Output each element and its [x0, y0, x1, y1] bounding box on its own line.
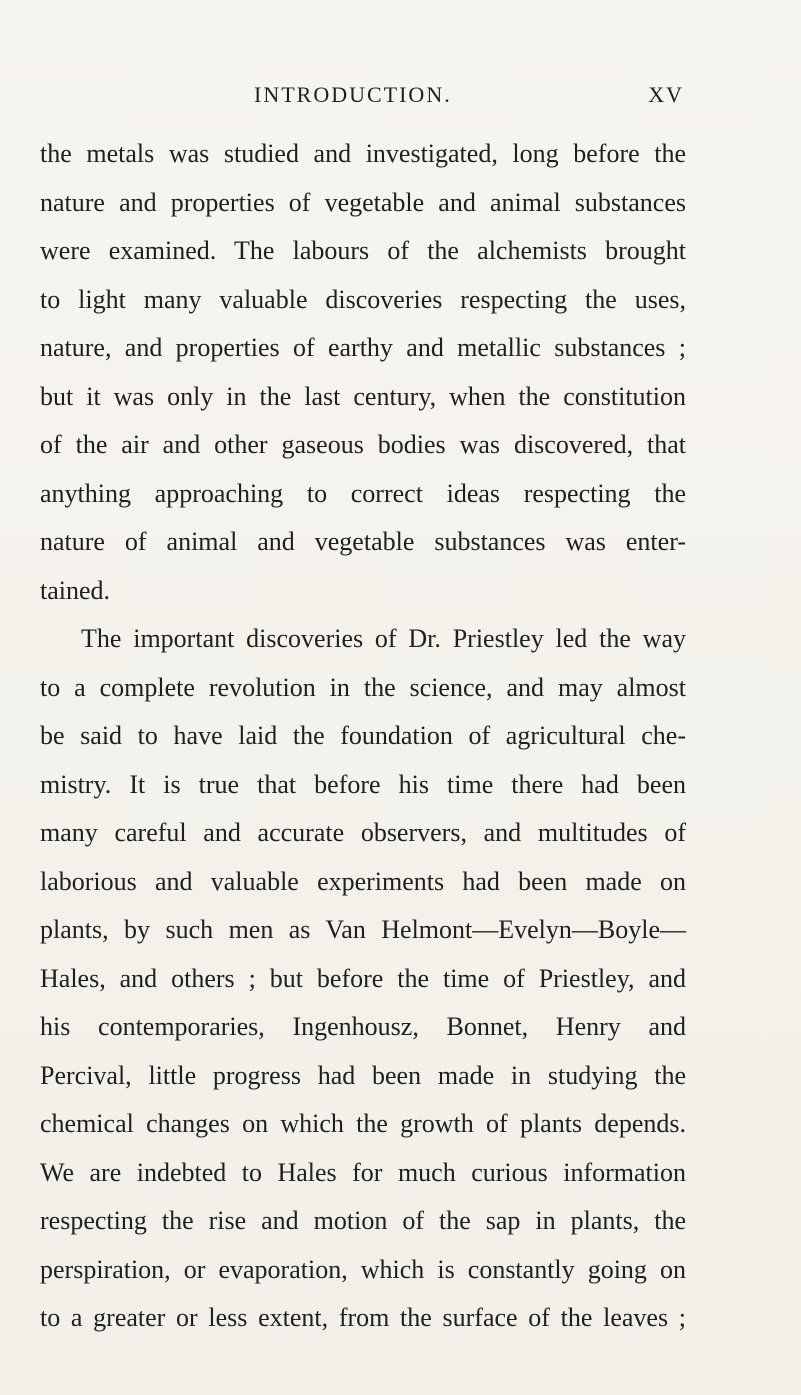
text-line: nature of animal and vegetable substances was enter- [40, 527, 686, 556]
text-line: tained. [40, 575, 111, 605]
text-line: of the air and other gaseous bodies was discovered, that [40, 430, 686, 459]
running-title: INTRODUCTION. [254, 82, 452, 107]
text-line: chemical changes on which the growth of plants depends. [40, 1109, 686, 1138]
text-line: anything approaching to correct ideas respecting the [40, 478, 686, 508]
text-line: mistry. It is true that before his time there had been [40, 769, 686, 799]
text-line: perspiration, or evaporation, which is constantly going on [40, 1254, 686, 1284]
text-line: his contemporaries, Ingenhousz, Bonnet, Henry and [40, 1012, 686, 1041]
text-line: many careful and accurate observers, and multitudes of [40, 818, 686, 847]
text-line: the metals was studied and investigated, long before the [40, 139, 686, 168]
text-line: were examined. The labours of the alchemists brought [40, 236, 686, 265]
text-line: The important discoveries of Dr. Priestley led the way [81, 624, 686, 653]
text-line: laborious and valuable experiments had been made on [40, 866, 686, 896]
text-line: but it was only in the last century, when the constitution [40, 381, 686, 411]
text-line: plants, by such men as Van Helmont—Evelyn—Boyle— [40, 915, 686, 944]
text-line: We are indebted to Hales for much curious information [40, 1157, 686, 1187]
running-head [254, 80, 684, 110]
text-line: to a greater or less extent, from the surface of the leaves ; [40, 1303, 686, 1332]
body-text [40, 130, 686, 1343]
text-line: be said to have laid the foundation of agricultural che- [40, 721, 686, 750]
text-line: nature and properties of vegetable and animal substances [40, 187, 686, 217]
text-line: Hales, and others ; but before the time of Priestley, and [40, 963, 686, 993]
text-line: to a complete revolution in the science, and may almost [40, 672, 686, 702]
text-line: nature, and properties of earthy and metallic substances ; [40, 333, 686, 362]
text-line: to light many valuable discoveries respecting the uses, [40, 284, 686, 314]
text-line: respecting the rise and motion of the sap in plants, the [40, 1206, 686, 1235]
text-line: Percival, little progress had been made in studying the [40, 1060, 686, 1090]
page-number: XV [648, 82, 684, 107]
